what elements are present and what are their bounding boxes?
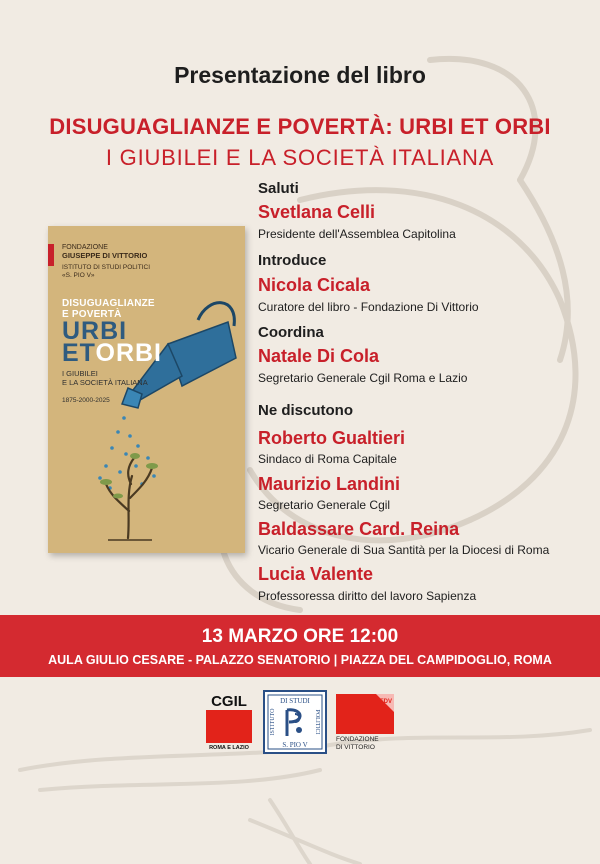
cover-red-tab xyxy=(48,244,54,266)
discutono-label: Ne discutono xyxy=(258,402,354,419)
speaker-name: Maurizio Landini xyxy=(258,474,400,494)
fdv-logo-line1: FONDAZIONE xyxy=(336,736,379,743)
coordina-role: Segretario Generale Cgil Roma e Lazio xyxy=(258,371,468,385)
cgil-logo xyxy=(206,691,252,751)
cgil-logo-subtext: ROMA E LAZIO xyxy=(209,745,249,751)
introduce-label: Introduce xyxy=(258,252,327,269)
cover-subtitle-line1: I GIUBILEI xyxy=(62,369,98,378)
event-date: 13 MARZO ORE 12:00 xyxy=(201,626,399,647)
page-title: Presentazione del libro xyxy=(174,62,426,88)
speaker-name: Roberto Gualtieri xyxy=(258,428,406,448)
introduce-name: Nicola Cicala xyxy=(258,275,371,295)
isp-right-text: POLITICI xyxy=(314,709,320,735)
cover-title-line1: DISUGUAGLIANZE xyxy=(62,298,155,309)
introduce-role: Curatore del libro - Fondazione Di Vittorio xyxy=(258,300,479,314)
cover-fondazione-line1: FONDAZIONE xyxy=(62,244,108,251)
cover-et-orbi xyxy=(62,339,162,367)
saluti-role: Presidente dell'Assemblea Capitolina xyxy=(258,227,456,241)
cover-years: 1875-2000-2025 xyxy=(62,397,110,404)
speaker-role: Professoressa diritto del lavoro Sapienza xyxy=(258,589,477,603)
coordina-name: Natale Di Cola xyxy=(258,346,380,366)
coordina-label: Coordina xyxy=(258,324,324,341)
cover-fondazione xyxy=(62,244,147,261)
cover-subtitle xyxy=(62,369,148,387)
fdv-logo-line2: DI VITTORIO xyxy=(336,744,375,751)
speaker-name: Baldassare Card. Reina xyxy=(258,519,460,539)
saluti-label: Saluti xyxy=(258,180,299,197)
cgil-logo-text: CGIL xyxy=(211,693,247,710)
event-place: AULA GIULIO CESARE - PALAZZO SENATORIO | PIAZZA DEL CAMPIDOGLIO, ROMA xyxy=(48,653,552,667)
cover-istituto xyxy=(62,264,150,280)
cover-subtitle-line2: E LA SOCIETÀ ITALIANA xyxy=(62,378,148,387)
cover-title-line2: E POVERTÀ xyxy=(62,309,122,320)
speaker-role: Vicario Generale di Sua Santità per la Diocesi di Roma xyxy=(258,543,550,557)
cover-istituto-line1: ISTITUTO DI STUDI POLITICI xyxy=(62,264,150,271)
event-band xyxy=(0,615,600,677)
isp-top-text: DI STUDI xyxy=(280,697,310,705)
istituto-san-pio-v-logo xyxy=(263,690,327,754)
fdv-logo-tag: FDV xyxy=(380,699,392,705)
speaker-role: Sindaco di Roma Capitale xyxy=(258,452,397,466)
isp-bottom-text: S. PIO V xyxy=(282,741,308,749)
book-title: DISUGUAGLIANZE E POVERTÀ: URBI ET ORBI xyxy=(49,114,551,139)
speaker-name: Lucia Valente xyxy=(258,564,374,584)
fondazione-di-vittorio-logo xyxy=(336,694,394,752)
book-subtitle: I GIUBILEI E LA SOCIETÀ ITALIANA xyxy=(105,145,495,170)
cover-orbi: ORBI xyxy=(95,339,162,367)
cover-et: ET xyxy=(62,339,96,367)
cover-istituto-line2: «S. PIO V» xyxy=(62,272,95,279)
cover-urbi: URBI xyxy=(62,317,128,345)
isp-left-text: ISTITUTO xyxy=(270,708,276,736)
cover-fondazione-line2: GIUSEPPE DI VITTORIO xyxy=(62,251,148,260)
speaker-role: Segretario Generale Cgil xyxy=(258,498,391,512)
saluti-name: Svetlana Celli xyxy=(258,202,376,222)
book-cover xyxy=(48,226,245,553)
